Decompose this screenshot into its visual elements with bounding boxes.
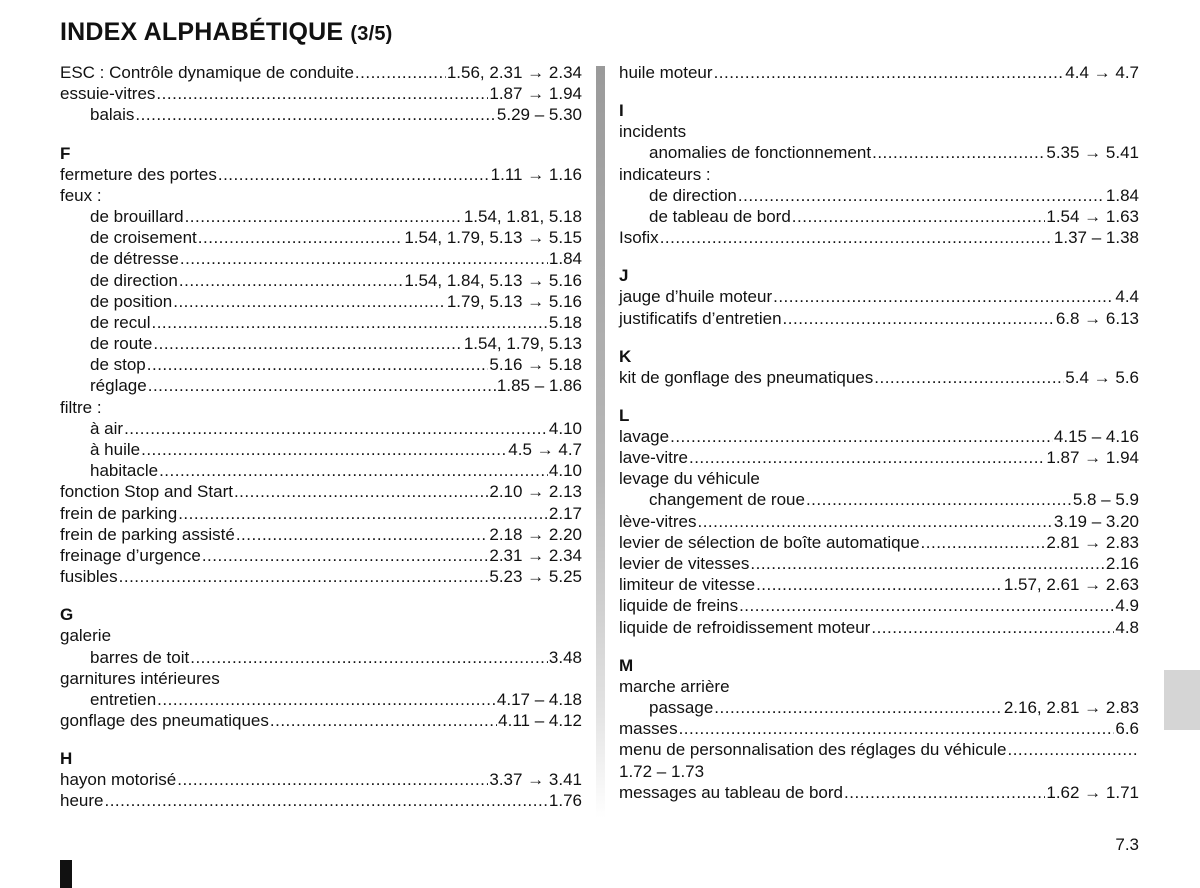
entry-pages: 3.48: [548, 647, 582, 667]
index-subentry: [60, 248, 582, 269]
entry-pages: 6.8 → 6.13: [1055, 308, 1139, 328]
entry-term: liquide de refroidissement moteur: [619, 617, 871, 637]
entry-pages: 4.17 – 4.18: [496, 689, 582, 709]
entry-term: liquide de freins: [619, 596, 739, 616]
dot-leader: [697, 511, 1052, 532]
entry-term: barres de toit: [90, 647, 190, 667]
index-subentry: [60, 354, 582, 375]
entry-pages: 4.4: [1115, 287, 1139, 307]
dot-leader: [218, 164, 490, 185]
entry-pages: 5.18: [548, 312, 582, 332]
entry-pages: 2.10 → 2.13: [489, 482, 582, 502]
entry-term: balais: [90, 105, 135, 125]
entry-term: hayon motorisé: [60, 770, 177, 790]
index-entry: [619, 574, 1139, 595]
entry-term: feux :: [60, 185, 102, 205]
index-entry: [619, 164, 1139, 185]
entry-term: passage: [649, 697, 714, 717]
entry-term: de tableau de bord: [649, 206, 791, 226]
section-letter: F: [60, 143, 71, 163]
index-entry: [619, 227, 1139, 248]
index-entry: [619, 511, 1139, 532]
index-column-left: [60, 62, 582, 829]
index-subentry: [60, 689, 582, 710]
dot-leader: [714, 62, 1065, 83]
index-subentry: [619, 697, 1139, 718]
index-subentry: [60, 291, 582, 312]
index-section: [60, 143, 582, 588]
chapter-tab-marker: [1164, 670, 1200, 730]
section-letter: J: [619, 266, 629, 286]
entry-pages: 1.87 → 1.94: [489, 84, 582, 104]
dot-leader: [783, 308, 1055, 329]
entry-pages: 1.85 – 1.86: [496, 376, 582, 396]
entry-pages: 5.35 → 5.41: [1046, 143, 1139, 163]
entry-pages: 4.11 – 4.12: [498, 711, 582, 731]
entry-pages: 2.16: [1105, 554, 1139, 573]
dot-leader: [844, 782, 1045, 803]
entry-pages: 3.37 → 3.41: [489, 770, 582, 790]
entry-pages: 4.4 → 4.7: [1065, 63, 1139, 82]
page-edge-marker: [60, 860, 72, 888]
entry-term: levage du véhicule: [619, 469, 760, 489]
entry-pages: 1.72 – 1.73: [619, 761, 705, 781]
dot-leader: [147, 354, 489, 375]
entry-term: levier de sélection de boîte automatique: [619, 532, 920, 552]
dot-leader: [689, 447, 1045, 468]
entry-pages: 5.23 → 5.25: [489, 567, 582, 587]
index-subentry: [60, 206, 582, 227]
index-subentry: [60, 647, 582, 668]
entry-term: habitacle: [90, 461, 159, 481]
entry-pages: 1.54, 1.79, 5.13 → 5.15: [404, 228, 582, 248]
index-entry: [60, 185, 582, 206]
title-part-indicator: (3/5): [350, 23, 393, 45]
entry-term: kit de gonflage des pneumatiques: [619, 367, 874, 387]
entry-pages: 1.87 → 1.94: [1046, 448, 1139, 468]
entry-pages: 2.16, 2.81 → 2.83: [1003, 697, 1139, 717]
entry-pages: 1.54, 1.81, 5.18: [463, 206, 582, 226]
dot-leader: [236, 524, 489, 545]
index-entry: [60, 545, 582, 566]
dot-leader: [124, 418, 548, 439]
entry-term: anomalies de fonctionnement: [649, 143, 872, 163]
entry-term: heure: [60, 791, 104, 811]
entry-term: essuie-vitres: [60, 84, 156, 104]
index-subentry: [60, 104, 582, 125]
entry-term: gonflage des pneumatiques: [60, 711, 269, 731]
index-entry: [619, 308, 1139, 329]
entry-term: changement de roue: [649, 490, 805, 510]
index-section: [619, 655, 1139, 803]
index-entry: [60, 164, 582, 185]
entry-pages: 1.57, 2.61 → 2.63: [1003, 575, 1139, 595]
entry-term: frein de parking assisté: [60, 524, 235, 544]
index-entry: [60, 769, 582, 790]
entry-pages: 3.19 – 3.20: [1053, 511, 1139, 531]
index-subentry: [619, 489, 1139, 510]
dot-leader: [871, 617, 1114, 638]
index-entry: [60, 397, 582, 418]
entry-pages: 2.81 → 2.83: [1046, 532, 1139, 552]
section-letter: L: [619, 405, 630, 425]
index-section: [60, 748, 582, 811]
entry-pages: 5.8 – 5.9: [1072, 490, 1139, 510]
entry-term: fusibles: [60, 567, 118, 587]
dot-leader: [670, 426, 1053, 447]
dot-leader: [355, 62, 446, 83]
dot-leader: [792, 206, 1046, 227]
dot-leader: [739, 595, 1114, 616]
index-entry: [60, 481, 582, 502]
dot-leader: [198, 227, 404, 248]
entry-term: freinage d’urgence: [60, 545, 201, 565]
entry-term: de recul: [90, 312, 151, 332]
dot-leader: [872, 142, 1045, 163]
section-letter: I: [619, 101, 624, 121]
entry-pages: 1.62 → 1.71: [1046, 782, 1139, 802]
dot-leader: [153, 333, 462, 354]
entry-pages: 2.17: [548, 503, 582, 523]
entry-term: entretien: [90, 689, 157, 709]
index-entry: [619, 367, 1139, 388]
entry-term: incidents: [619, 122, 687, 142]
entry-pages: 4.5 → 4.7: [508, 440, 582, 459]
entry-term: fonction Stop and Start: [60, 482, 233, 502]
dot-leader: [119, 566, 489, 587]
dot-leader: [806, 489, 1072, 510]
entry-pages: 1.11 → 1.16: [490, 164, 582, 184]
entry-pages: 4.15 – 4.16: [1053, 426, 1139, 446]
index-subentry: [60, 439, 582, 460]
index-section: [619, 265, 1139, 328]
entry-term: frein de parking: [60, 503, 178, 523]
entry-term: levier de vitesses: [619, 554, 750, 573]
entry-term: réglage: [90, 376, 147, 396]
dot-leader: [185, 206, 463, 227]
index-subentry: [60, 375, 582, 396]
entry-pages: 1.54 → 1.63: [1046, 206, 1139, 226]
entry-term: galerie: [60, 626, 112, 646]
dot-leader: [180, 248, 548, 269]
dot-leader: [135, 104, 496, 125]
dot-leader: [202, 545, 489, 566]
dot-leader: [157, 689, 496, 710]
index-subentry: [60, 333, 582, 354]
index-section: [619, 405, 1139, 638]
entry-term: de direction: [649, 185, 737, 205]
dot-leader: [179, 270, 403, 291]
entry-term: Isofix: [619, 228, 659, 248]
entry-pages: 1.54, 1.84, 5.13 → 5.16: [404, 270, 582, 290]
entry-term: filtre :: [60, 397, 102, 417]
index-entry: [60, 62, 582, 83]
index-column-right: [619, 62, 1139, 820]
section-letter: H: [60, 749, 73, 769]
index-section: [60, 604, 582, 731]
index-entry: [619, 739, 1139, 781]
entry-pages: 1.56, 2.31 → 2.34: [446, 63, 582, 82]
index-entry: [619, 286, 1139, 307]
index-entry: [60, 710, 582, 731]
index-entry: [619, 426, 1139, 447]
entry-pages: 1.76: [548, 791, 582, 811]
entry-term: à huile: [90, 440, 141, 459]
index-entry: [619, 468, 1139, 489]
index-subentry: [60, 418, 582, 439]
entry-term: messages au tableau de bord: [619, 782, 843, 802]
index-subentry: [619, 206, 1139, 227]
dot-leader: [173, 291, 446, 312]
entry-pages: 2.18 → 2.20: [489, 524, 582, 544]
entry-term: limiteur de vitesse: [619, 575, 756, 595]
dot-leader: [159, 460, 548, 481]
section-letter: G: [60, 605, 74, 625]
entry-pages: 5.29 – 5.30: [496, 105, 582, 125]
entry-term: de brouillard: [90, 206, 184, 226]
dot-leader: [141, 439, 507, 460]
entry-pages: 1.54, 1.79, 5.13: [463, 334, 582, 354]
index-section: [619, 100, 1139, 248]
entry-pages: 1.79, 5.13 → 5.16: [446, 291, 582, 311]
entry-term: de route: [90, 334, 153, 354]
entry-term: garnitures intérieures: [60, 668, 220, 688]
entry-pages: 1.84: [548, 249, 582, 269]
entry-term: de direction: [90, 270, 178, 290]
dot-leader: [270, 710, 497, 731]
dot-leader: [750, 553, 1105, 574]
index-subentry: [60, 460, 582, 481]
entry-term: indicateurs :: [619, 164, 711, 184]
dot-leader: [104, 790, 547, 811]
entry-term: de position: [90, 291, 173, 311]
index-entry: [619, 553, 1139, 574]
index-subentry: [619, 185, 1139, 206]
dot-leader: [660, 227, 1053, 248]
dot-leader: [151, 312, 547, 333]
index-entry: [619, 532, 1139, 553]
entry-term: de croisement: [90, 228, 197, 248]
index-subentry: [60, 312, 582, 333]
page-title: [60, 18, 393, 47]
entry-term: masses: [619, 719, 678, 739]
dot-leader: [874, 367, 1064, 388]
entry-pages: 4.8: [1115, 617, 1139, 637]
dot-leader: [190, 647, 548, 668]
entry-pages: 2.31 → 2.34: [489, 545, 582, 565]
dot-leader: [714, 697, 1003, 718]
index-entry: [60, 524, 582, 545]
entry-term: huile moteur: [619, 63, 713, 82]
index-section: [60, 62, 582, 126]
index-subentry: [60, 227, 582, 248]
entry-term: justificatifs d’entretien: [619, 308, 782, 328]
index-entry: [619, 447, 1139, 468]
index-entry: [619, 782, 1139, 803]
index-entry: [619, 121, 1139, 142]
dot-leader: [1007, 739, 1138, 760]
section-letter: K: [619, 346, 632, 366]
column-divider: [596, 66, 605, 818]
index-entry: [60, 83, 582, 104]
index-subentry: [619, 142, 1139, 163]
index-subentry: [60, 270, 582, 291]
entry-pages: 1.84: [1105, 185, 1139, 205]
entry-term: jauge d’huile moteur: [619, 287, 773, 307]
page-number: 7.3: [1115, 835, 1139, 854]
index-entry: [60, 625, 582, 646]
title-main: INDEX ALPHABÉTIQUE: [60, 18, 344, 46]
entry-term: lave-vitre: [619, 448, 688, 468]
index-entry: [619, 718, 1139, 739]
dot-leader: [178, 503, 548, 524]
dot-leader: [773, 286, 1114, 307]
entry-term: de stop: [90, 355, 146, 375]
index-entry: [60, 566, 582, 587]
index-entry: [619, 617, 1139, 638]
index-entry: [60, 790, 582, 811]
entry-pages: 4.10: [548, 418, 582, 438]
entry-first-line: [619, 739, 1139, 760]
entry-term: fermeture des portes: [60, 164, 217, 184]
entry-term: menu de personnalisation des réglages du véhicule: [619, 740, 1007, 760]
dot-leader: [679, 718, 1115, 739]
entry-pages: 4.10: [548, 461, 582, 481]
dot-leader: [921, 532, 1046, 553]
dot-leader: [177, 769, 488, 790]
entry-pages: 4.9: [1115, 596, 1139, 616]
entry-pages: 1.37 – 1.38: [1053, 228, 1139, 248]
entry-term: marche arrière: [619, 676, 730, 696]
dot-leader: [234, 481, 488, 502]
index-entry: [619, 62, 1139, 83]
dot-leader: [156, 83, 488, 104]
dot-leader: [148, 375, 496, 396]
entry-term: à air: [90, 418, 124, 438]
entry-term: ESC : Contrôle dynamique de conduite: [60, 63, 354, 82]
index-section: [619, 62, 1139, 83]
entry-pages: 6.6: [1115, 719, 1139, 739]
section-letter: M: [619, 655, 634, 675]
entry-pages: 5.16 → 5.18: [489, 355, 582, 375]
index-entry: [60, 503, 582, 524]
entry-term: lève-vitres: [619, 511, 697, 531]
index-entry: [619, 676, 1139, 697]
index-entry: [60, 668, 582, 689]
index-entry: [619, 595, 1139, 616]
dot-leader: [738, 185, 1105, 206]
entry-pages: 5.4 → 5.6: [1065, 367, 1139, 387]
entry-term: lavage: [619, 426, 670, 446]
dot-leader: [756, 574, 1003, 595]
index-section: [619, 346, 1139, 388]
entry-term: de détresse: [90, 249, 179, 269]
